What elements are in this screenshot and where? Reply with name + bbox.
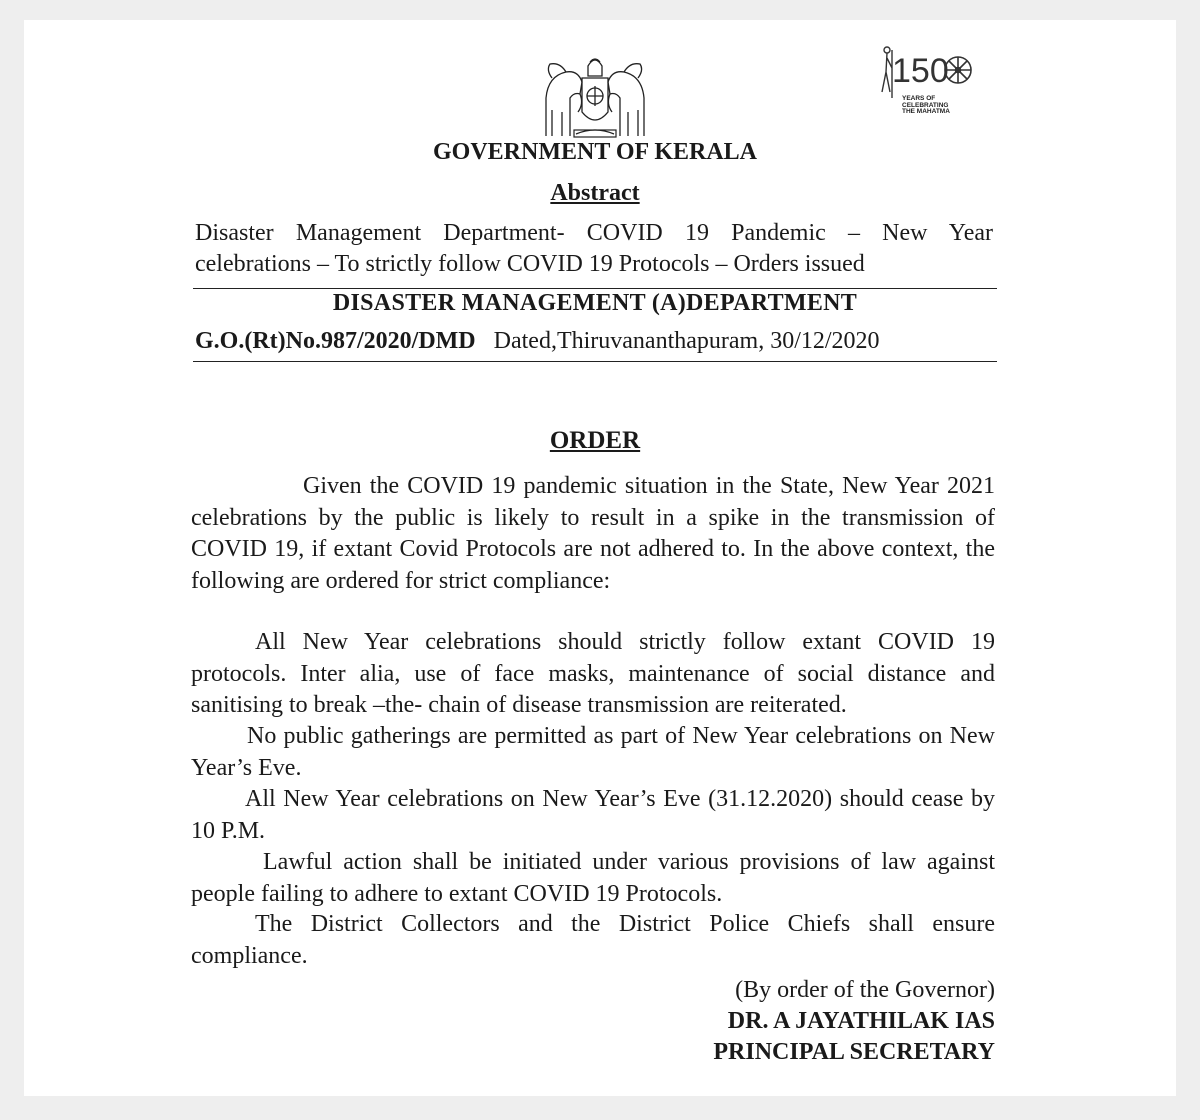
order-point-1: All New Year celebrations should strictly follow extant COVID 19 protocols. Inter alia, use of face masks, maintenance of social distance and sanitising to break –the- chain of disease transmission are reiterated. [191,629,995,718]
svg-text:150: 150 [892,52,949,90]
signatory-designation: PRINCIPAL SECRETARY [713,1039,995,1065]
order-point-5: The District Collectors and the District Police Chiefs shall ensure compliance. [191,911,995,969]
order-point-4: Lawful action shall be initiated under various provisions of law against people failing to adhere to extant COVID 19 Protocols. [191,849,995,907]
department-heading: DISASTER MANAGEMENT (A)DEPARTMENT [332,290,858,316]
go-reference [195,328,880,355]
order-heading: ORDER [549,427,641,454]
divider-top [193,288,997,289]
government-title: GOVERNMENT OF KERALA [432,139,758,165]
gandhi-logo-caption: YEARS OF CELEBRATING THE MAHATMA [902,95,950,115]
order-point-3: All New Year celebrations on New Year’s Eve (31.12.2020) should cease by 10 P.M. [191,786,995,844]
signatory-name: DR. A JAYATHILAK IAS [727,1008,995,1034]
abstract-heading: Abstract [550,180,640,206]
go-number: G.O.(Rt)No.987/2020/DMD [195,328,476,354]
order-intro: Given the COVID 19 pandemic situation in the State, New Year 2021 celebrations by the public is likely to result in a spike in the transmission of COVID 19, if extant Covid Protocols are not adhered to. In the above context, the following are ordered for strict compliance: [191,473,995,594]
divider-bottom [193,361,997,362]
subject: Disaster Management Department- COVID 19 Pandemic – New Year celebrations – To strictly follow COVID 19 Protocols – Orders issued [195,220,993,277]
go-date: Dated,Thiruvananthapuram, 30/12/2020 [493,328,880,354]
kerala-state-emblem-icon [540,48,650,143]
order-point-2: No public gatherings are permitted as part of New Year celebrations on New Year’s Eve. [191,723,995,781]
by-order-line: (By order of the Governor) [735,977,995,1003]
